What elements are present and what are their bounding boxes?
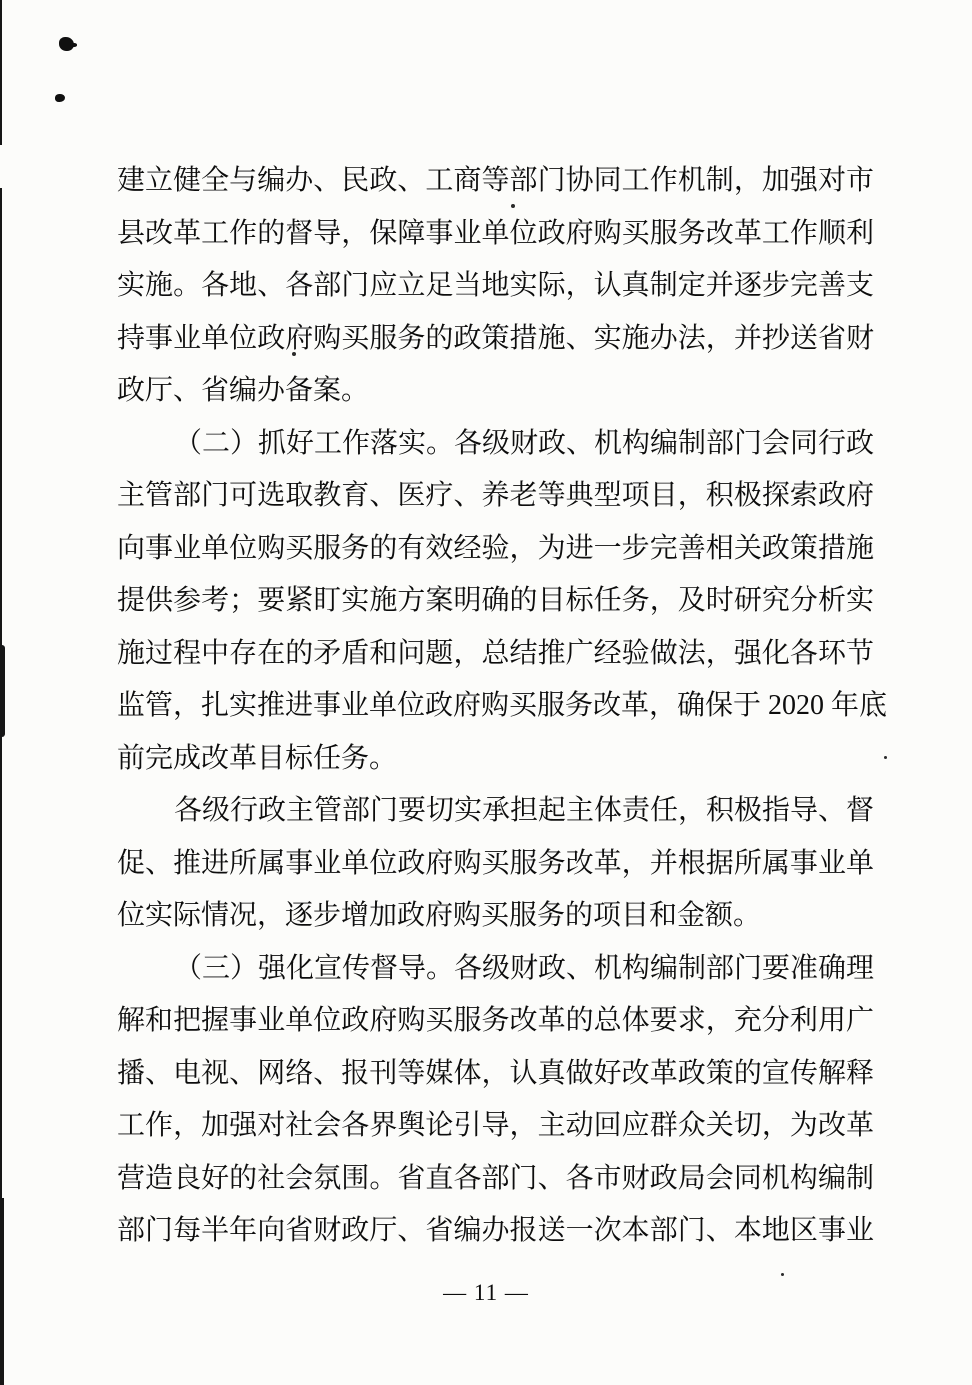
text-line: 各级行政主管部门要切实承担起主体责任，积极指导、督 [174,795,875,826]
text-line: 营造良好的社会氛围。省直各部门、各市财政局会同机构编制 [117,1162,874,1194]
text-line: 部门每半年向省财政厅、省编办报送一次本部门、本地区事业 [117,1215,874,1246]
text-line: 促、推进所属事业单位政府购买服务改革，并根据所属事业单 [117,847,874,879]
text-line: 建立健全与编办、民政、工商等部门协同工作机制，加强对市 [117,165,874,196]
text-line: 前完成改革目标任务。 [117,742,398,774]
text-line: 实施。各地、各部门应立足当地实际，认真制定并逐步完善支 [117,270,874,301]
text-line: 位实际情况，逐步增加政府购买服务的项目和金额。 [117,900,762,931]
page-number: — 11 — [443,1280,529,1305]
document-body [117,155,888,1258]
ink-speck [59,37,74,51]
text-line: 主管部门可选取教育、医疗、养老等典型项目，积极探索政府 [117,480,874,511]
ink-speck [55,94,65,102]
text-line: 解和把握事业单位政府购买服务改革的总体要求，充分利用广 [117,1005,874,1036]
scan-noise-dot [781,1273,784,1276]
text-line: （二）抓好工作落实。各级财政、机构编制部门会同行政 [174,427,875,459]
text-line: 监管，扎实推进事业单位政府购买服务改革，确保于 2020 年底 [117,690,888,721]
text-line: 播、电视、网络、报刊等媒体，认真做好改革政策的宣传解释 [117,1057,874,1089]
text-line: （三）强化宣传督导。各级财政、机构编制部门要准确理 [174,952,875,984]
text-line: 工作，加强对社会各界舆论引导，主动回应群众关切，为改革 [117,1110,874,1141]
text-line: 施过程中存在的矛盾和问题，总结推广经验做法，强化各环节 [117,637,874,669]
text-line: 县改革工作的督导，保障事业单位政府购买服务改革工作顺利 [117,217,874,249]
text-line: 政厅、省编办备案。 [117,375,370,406]
text-line: 向事业单位购买服务的有效经验，为进一步完善相关政策措施 [117,532,874,564]
scan-edge-artifact [0,0,2,145]
scan-noise-dot [884,756,887,759]
scan-edge-artifact [0,645,5,737]
text-line: 提供参考；要紧盯实施方案明确的目标任务，及时研究分析实 [117,585,874,616]
text-line: 持事业单位政府购买服务的政策措施、实施办法，并抄送省财 [117,322,874,354]
